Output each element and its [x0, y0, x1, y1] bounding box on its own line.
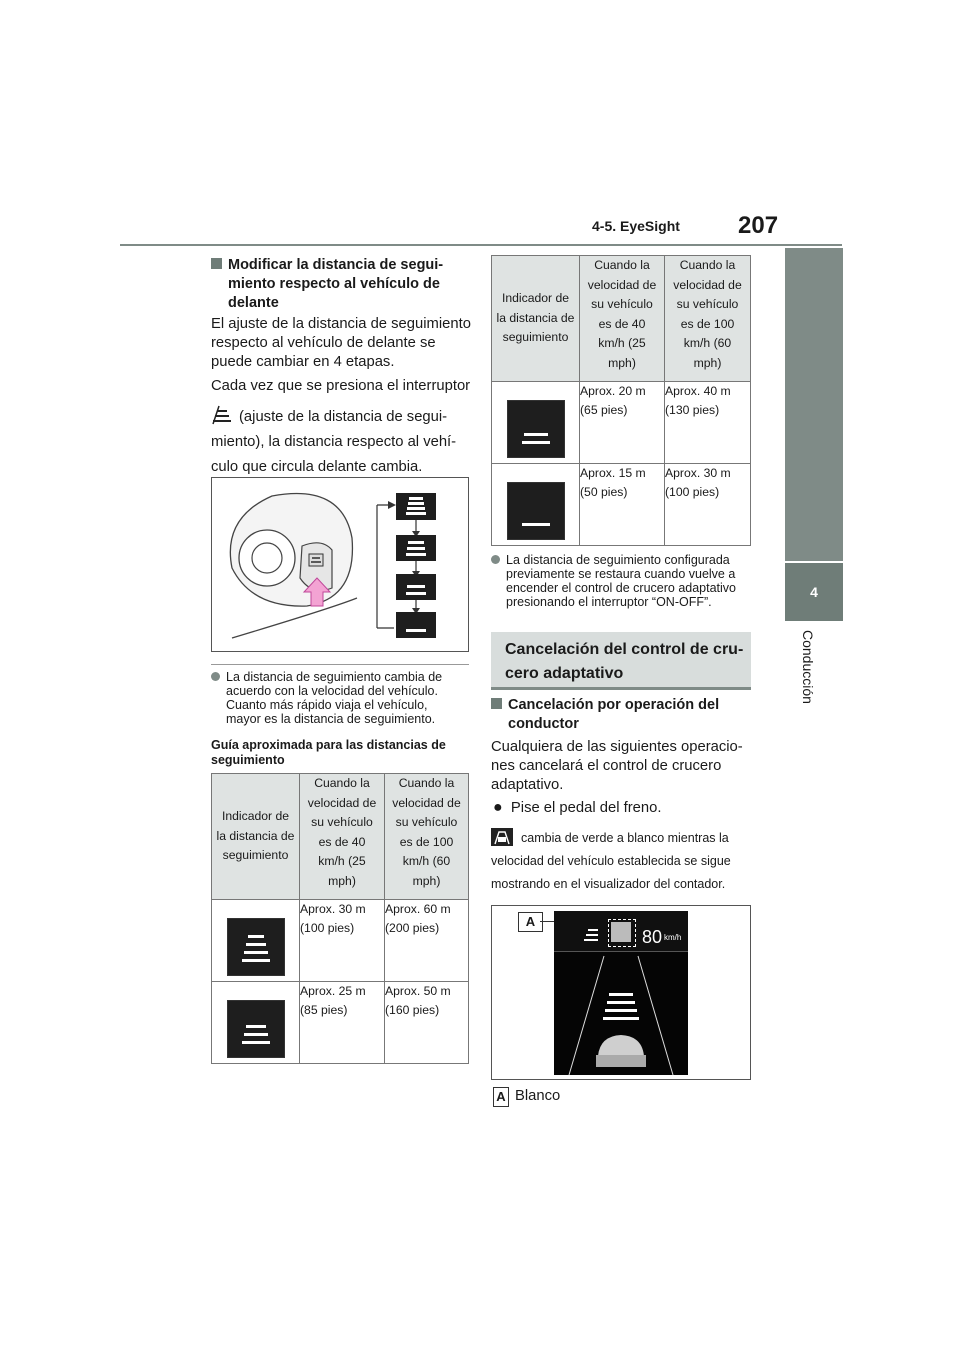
distance-switch-icon [211, 405, 233, 425]
speed-readout: 80 [642, 927, 663, 947]
intro-paragraph: El ajuste de la distancia de seguimiento respecto al vehículo de delante se puede cambiar en 4 etapas. [211, 316, 471, 370]
section-heading-cancel: Cancelación del control de cru- cero adaptativo [491, 632, 751, 690]
bullet-dot-icon: ● [493, 799, 503, 816]
square-bullet-icon [491, 698, 502, 709]
chapter-name: Conducción [800, 630, 816, 704]
legend-text: Blanco [515, 1088, 561, 1104]
header-speed-100: Cuando la velocidad de su vehículo es de 100 km/h (60 mph) [385, 774, 469, 900]
cruise-indicator-icon [491, 828, 513, 846]
steering-switch-figure [211, 477, 469, 652]
header-speed-40: Cuando la velocidad de su vehículo es de 40 km/h (25 mph) [580, 256, 665, 382]
lane-illustration [554, 951, 688, 1075]
circle-bullet-icon [211, 672, 220, 681]
header-indicator: Indicador de la distancia de seguimiento [212, 774, 300, 900]
table-row: Aprox. 20 m (65 pies) Aprox. 40 m (130 pies) [492, 382, 751, 464]
heading-modify-distance: Modificar la distancia de segui- miento respecto al vehículo de delante [211, 256, 443, 313]
meter-display-figure [491, 905, 751, 1080]
table-row: Aprox. 25 m (85 pies) Aprox. 50 m (160 pies) [212, 982, 469, 1064]
distance-2-bars-icon [507, 400, 565, 458]
distance-3-bars-icon [227, 1000, 285, 1058]
distance-step-1-icon [396, 612, 436, 638]
distance-table-1 [211, 773, 469, 1064]
header-speed-40: Cuando la velocidad de su vehículo es de 40 km/h (25 mph) [300, 774, 385, 900]
callout-line [540, 921, 554, 922]
legend-letter: A [493, 1087, 509, 1107]
page-number: 207 [738, 212, 779, 239]
table-row: Aprox. 30 m (100 pies) Aprox. 60 m (200 pies) [212, 900, 469, 982]
circle-bullet-icon [491, 555, 500, 564]
divider [211, 664, 469, 665]
indicator-note: cambia de verde a blanco mientras la velocidad del vehículo establecida se sigue mostrando en el visualizador del contador. [491, 827, 731, 896]
callout-a-label: A [518, 912, 543, 932]
distance-table-2 [491, 255, 751, 546]
table-row: Aprox. 15 m (50 pies) Aprox. 30 m (100 pies) [492, 464, 751, 546]
distance-step-3-icon [396, 535, 436, 561]
side-tab-strip [785, 248, 843, 561]
distance-4-bars-icon [227, 918, 285, 976]
heading-cancel-by-driver: Cancelación por operación del conductor [491, 696, 719, 734]
section-title: 4-5. EyeSight [592, 218, 680, 234]
distance-step-4-icon [396, 493, 436, 520]
speed-unit: km/h [664, 933, 682, 942]
header-speed-100: Cuando la velocidad de su vehículo es de 100 km/h (60 mph) [665, 256, 751, 382]
square-bullet-icon [211, 258, 222, 269]
bullet-brake: ● Pise el pedal del freno. [493, 799, 662, 816]
meter-screen [554, 911, 688, 1075]
distance-1-bar-icon [507, 482, 565, 540]
note-speed-distance: La distancia de seguimiento cambia de acuerdo con la velocidad del vehículo. Cuanto más rápido viaja el vehículo, mayor es la distancia de seguimiento. [211, 670, 442, 726]
guide-title: Guía aproximada para las distancias de seguimiento [211, 738, 446, 767]
note-restore-distance: La distancia de seguimiento configurada previamente se restaura cuando vuelve a encender el control de crucero adaptativo presionando el interruptor “ON-OFF”. [491, 553, 736, 609]
paragraph-switch: Cada vez que se presiona el interruptor (ajuste de la distancia de segui- miento), la distancia respecto al vehí- culo que circula delante cambia. [211, 378, 471, 475]
distance-step-2-icon [396, 574, 436, 600]
header-indicator: Indicador de la distancia de seguimiento [492, 256, 580, 382]
cancel-paragraph: Cualquiera de las siguientes operacio- nes cancelará el control de crucero adaptativo. [491, 739, 743, 793]
chapter-number-tab[interactable]: 4 [785, 563, 843, 621]
header-rule [120, 244, 842, 246]
